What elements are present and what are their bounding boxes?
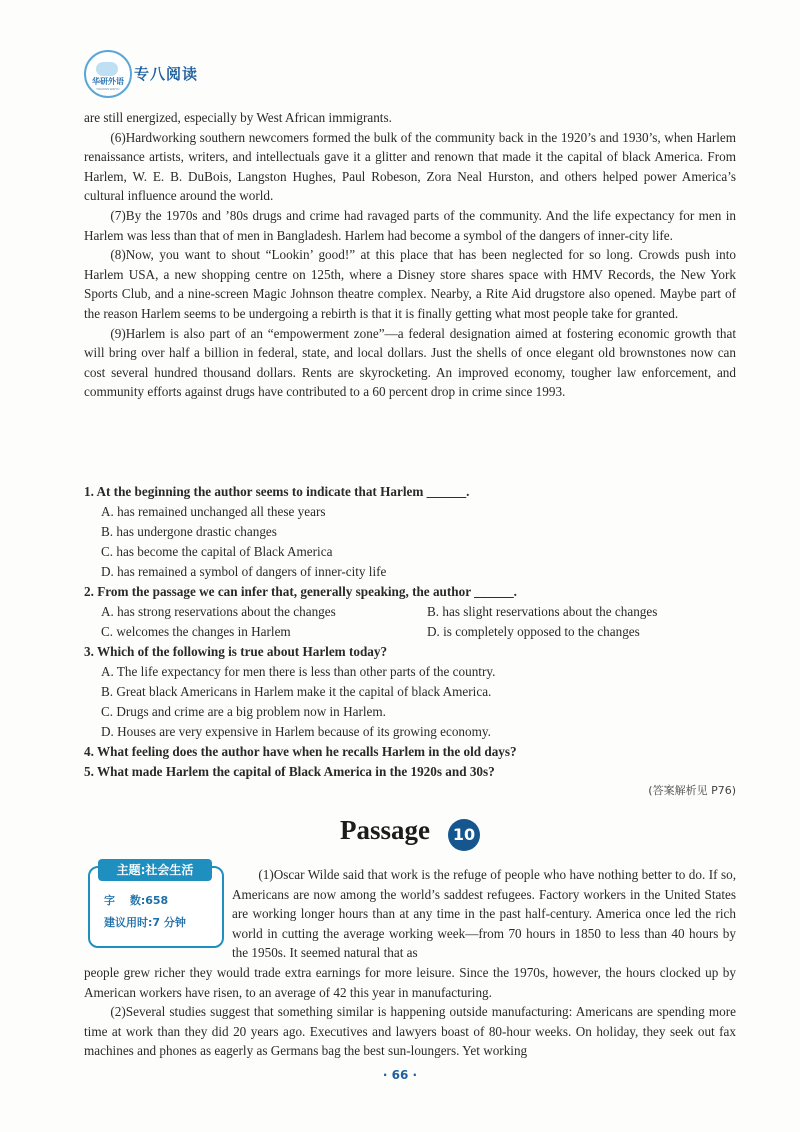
question-1-option-a: A. has remained unchanged all these years: [101, 504, 326, 519]
book-title: 专八阅读: [134, 65, 199, 83]
question-2-option-d: D. is completely opposed to the changes: [427, 624, 640, 639]
question-1-option-c: C. has become the capital of Black America: [101, 544, 333, 559]
publisher-logo: [84, 50, 132, 98]
question-2-option-c: C. welcomes the changes in Harlem: [101, 624, 291, 639]
passage9-paragraph-8: (8)Now, you want to shout “Lookin’ good!” at this place that has been neglected for so long. Crowds push into Harlem USA, a new shopping centre on 125th, where a Disney store shares space with HMV Records, the New York Sports Club, and a nine-screen Magic Johnson theatre complex. Nearby, a Rite Aid drugstore also opened. Maybe part of the reason Harlem seems to be undergoing a rebirth is that it is finally getting what most people take for granted.: [84, 247, 736, 321]
passage9-paragraph-6: (6)Hardworking southern newcomers formed the bulk of the community back in the 1920’s and 1930’s, when Harlem renaissance artists, writers, and intellectuals gave it a glitter and renown that made it the capital of black America. From Harlem, W. E. B. DuBois, Langston Hughes, Paul Robeson, Zora Neal Hurston, and others helped power America’s cultural influence around the world.: [84, 129, 736, 204]
passage10-paragraph-2: (2)Several studies suggest that something similar is happening outside manufacturing: Americans are spending more time at work than they did 20 years ago. Executives and lawyers boast of 80-hour weeks. On holiday, they seek out fax machines and phones as eagerly as Germans bag the best sun-loungers. Yet working: [84, 1004, 736, 1059]
info-theme: 主题:社会生活: [98, 859, 212, 881]
question-list: [84, 482, 736, 782]
question-3: 3. Which of the following is true about Harlem today?: [84, 644, 388, 659]
question-4: 4. What feeling does the author have when he recalls Harlem in the old days?: [84, 744, 517, 759]
passage10-paragraph-1-continuation: people grew richer they would trade extra earnings for more leisure. Since the 1970s, however, the hours clocked up by American workers have risen, to an average of 42 this year in manufacturing.: [84, 965, 736, 1000]
passage-number-badge: 10: [448, 819, 480, 851]
passage-title-word: Passage: [340, 815, 430, 845]
question-3-option-d: D. Houses are very expensive in Harlem because of its growing economy.: [101, 724, 491, 739]
question-2-options-row-1: [84, 602, 736, 622]
logo-cloud-icon: [96, 62, 118, 76]
logo-subtext: HUAYAN WAIYU: [96, 87, 120, 91]
passage10-paragraph-1-wrapped: [232, 865, 736, 963]
question-2-options-row-2: [84, 622, 736, 642]
question-1: 1. At the beginning the author seems to indicate that Harlem ______.: [84, 484, 470, 499]
question-2: 2. From the passage we can infer that, generally speaking, the author ______.: [84, 584, 517, 599]
logo-text: 华研外语: [92, 77, 124, 86]
passage-info-box: [88, 863, 224, 948]
passage10-paragraph-1: (1)Oscar Wilde said that work is the refuge of people who have nothing better to do. If so, Americans are now among the world’s saddest refugees. Factory workers in the United States are working longer hours than at any time in the past half-century. America once led the rich world in cutting the average working week—from 70 hours in 1850 to less than 40 hours by the 1950s. It seemed natural that as: [232, 867, 736, 961]
question-3-option-c: C. Drugs and crime are a big problem now in Harlem.: [101, 704, 386, 719]
question-1-option-d: D. has remained a symbol of dangers of inner-city life: [101, 564, 387, 579]
info-suggested-time: 建议用时:7 分钟: [104, 916, 186, 929]
page-number: · 66 ·: [382, 1068, 418, 1082]
passage9-paragraph-7: (7)By the 1970s and ’80s drugs and crime had ravaged parts of the community. And the life expectancy for men in Harlem was less than that of men in Bangladesh. Harlem had become a symbol of the dangers of inner-city life.: [84, 207, 736, 243]
passage9-continuation: are still energized, especially by West African immigrants.: [84, 110, 392, 125]
answer-reference: (答案解析见 P76): [648, 784, 736, 797]
info-word-count: 字 数:658: [104, 894, 169, 907]
question-1-option-b: B. has undergone drastic changes: [101, 524, 277, 539]
question-2-option-b: B. has slight reservations about the changes: [427, 604, 658, 619]
question-5: 5. What made Harlem the capital of Black America in the 1920s and 30s?: [84, 764, 495, 779]
passage10-text: [84, 963, 736, 1061]
passage9-text: [84, 108, 736, 402]
question-2-option-a: A. has strong reservations about the changes: [101, 604, 336, 619]
question-3-option-a: A. The life expectancy for men there is less than other parts of the country.: [101, 664, 496, 679]
question-3-option-b: B. Great black Americans in Harlem make it the capital of black America.: [101, 684, 492, 699]
passage9-paragraph-9: (9)Harlem is also part of an “empowerment zone”—a federal designation aimed at fostering economic growth that will bring over half a billion in federal, state, and local dollars. Just the shells of once elegant old brownstones now can cost several hundred thousand dollars. Rents are skyrocketing. An improved economy, tougher law enforcement, and community efforts against drugs have contributed to a 60 percent drop in crime since 1993.: [84, 325, 736, 400]
page-header: [84, 50, 284, 94]
